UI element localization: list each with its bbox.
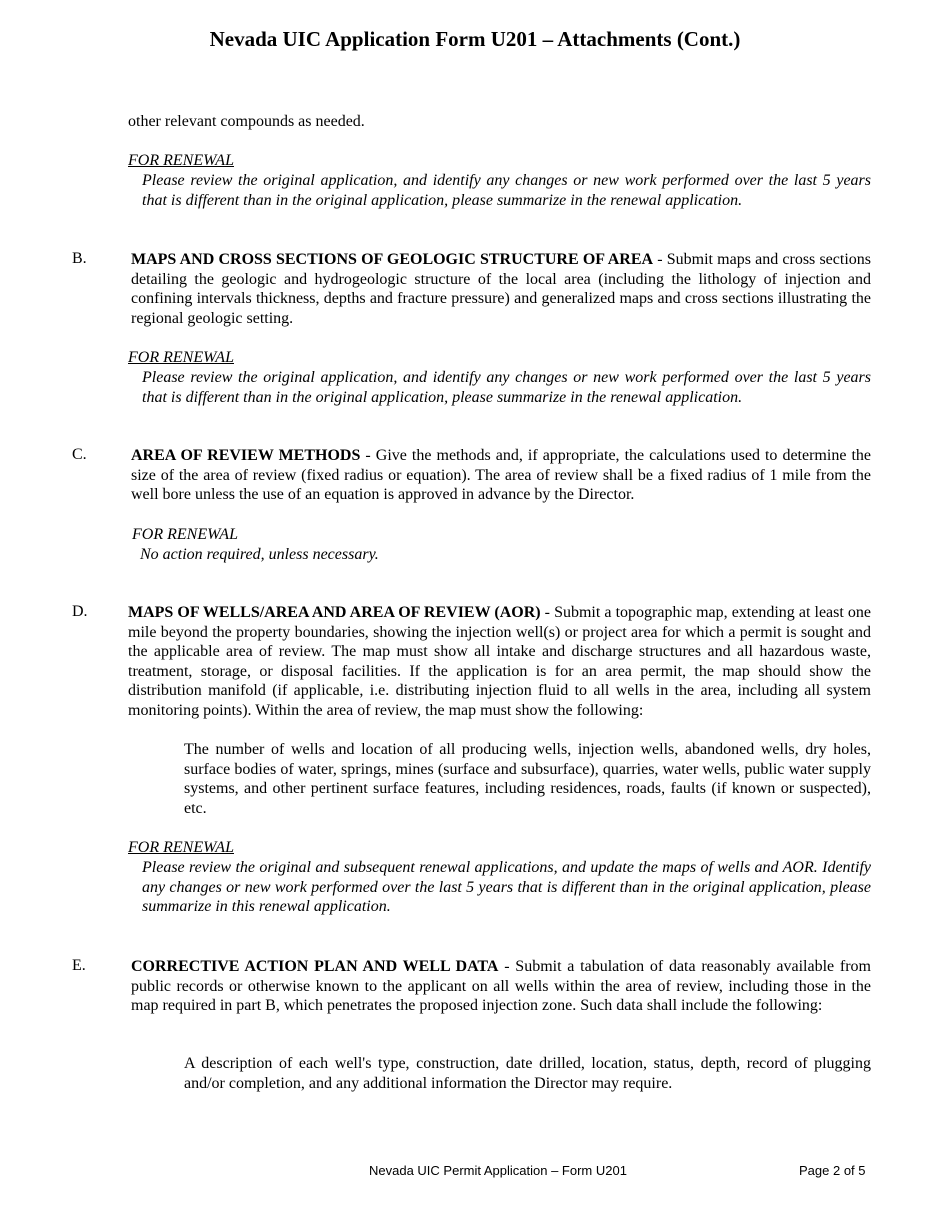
section-d-heading: MAPS OF WELLS/AREA AND AREA OF REVIEW (AOR): [128, 604, 541, 621]
section-c-body: - Give the methods and, if appropriate, the calculations used to determine the size of the area of review (fixed radius or equation). The area of review shall be a fixed radius of 1 mile from the well bore unless the use of an equation is approved in advance by the Director.: [131, 447, 872, 504]
section-a-renewal-text: Please review the original application, and identify any changes or new work performed over the last 5 years that is different than in the original application, please summarize in the renewal application.: [142, 172, 871, 209]
section-e-heading: CORRECTIVE ACTION PLAN AND WELL DATA: [131, 958, 499, 975]
section-b-body: - Submit maps and cross sections detailing the geologic and hydrogeologic structure of the local area (including the lithology of injection and confining intervals thickness, depths and fracture pressure) and generalized maps and cross sections illustrating the regional geologic setting.: [131, 251, 871, 327]
section-d-letter: D.: [72, 603, 88, 620]
intro-text: other relevant compounds as needed.: [128, 113, 365, 130]
section-b-renewal-heading: FOR RENEWAL: [128, 349, 234, 366]
section-b-paragraph: [131, 250, 871, 328]
section-e-letter: E.: [72, 957, 86, 974]
section-d-renewal-heading: FOR RENEWAL: [128, 839, 234, 856]
section-b-letter: B.: [72, 250, 87, 267]
section-e-paragraph: [131, 957, 871, 1016]
section-c-heading: AREA OF REVIEW METHODS: [131, 447, 361, 464]
section-e-indented-text: A description of each well's type, construction, date drilled, location, status, depth, record of plugging and/or completion, and any additional information the Director may require.: [184, 1055, 871, 1092]
section-c-letter: C.: [72, 446, 87, 463]
section-b-heading: MAPS AND CROSS SECTIONS OF GEOLOGIC STRUCTURE OF AREA: [131, 251, 654, 268]
section-d-renewal-text: Please review the original and subsequent renewal applications, and update the maps of wells and AOR. Identify any changes or new work performed over the last 5 years that is different than in the original application, please summarize in this renewal application.: [142, 859, 871, 916]
section-d-body: - Submit a topographic map, extending at least one mile beyond the property boundaries, showing the injection well(s) or project area for which a permit is sought and the applicable area of review. The map must show all intake and discharge structures and all hazardous waste, treatment, storage, or disposal facilities. If the application is for an area permit, the map should show the distribution manifold (if applicable, i.e. distributing injection fluid to all wells in the area, including all system monitoring points). Within the area of review, the map must show the following:: [128, 604, 871, 719]
section-d-paragraph: [128, 603, 871, 721]
footer-page-number: Page 2 of 5: [799, 1163, 866, 1178]
section-c-renewal-heading: FOR RENEWAL: [132, 526, 238, 543]
section-c-renewal-text: No action required, unless necessary.: [140, 546, 379, 563]
section-c-paragraph: [131, 446, 871, 505]
section-a-renewal-heading: FOR RENEWAL: [128, 152, 234, 169]
footer-title: Nevada UIC Permit Application – Form U201: [369, 1163, 627, 1178]
section-d-indented-text: The number of wells and location of all producing wells, injection wells, abandoned wells, dry holes, surface bodies of water, springs, mines (surface and subsurface), quarries, water wells, public water supply systems, and other pertinent surface features, including residences, roads, faults (if known or suspected), etc.: [184, 741, 871, 817]
section-b-renewal-text: Please review the original application, and identify any changes or new work performed over the last 5 years that is different than in the original application, please summarize in the renewal application.: [142, 369, 871, 406]
page-title: Nevada UIC Application Form U201 – Attachments (Cont.): [209, 27, 741, 51]
section-e-body: - Submit a tabulation of data reasonably available from public records or otherwise known to the applicant on all wells within the area of review, including those in the map required in part B, which penetrates the proposed injection zone. Such data shall include the following:: [131, 958, 871, 1015]
